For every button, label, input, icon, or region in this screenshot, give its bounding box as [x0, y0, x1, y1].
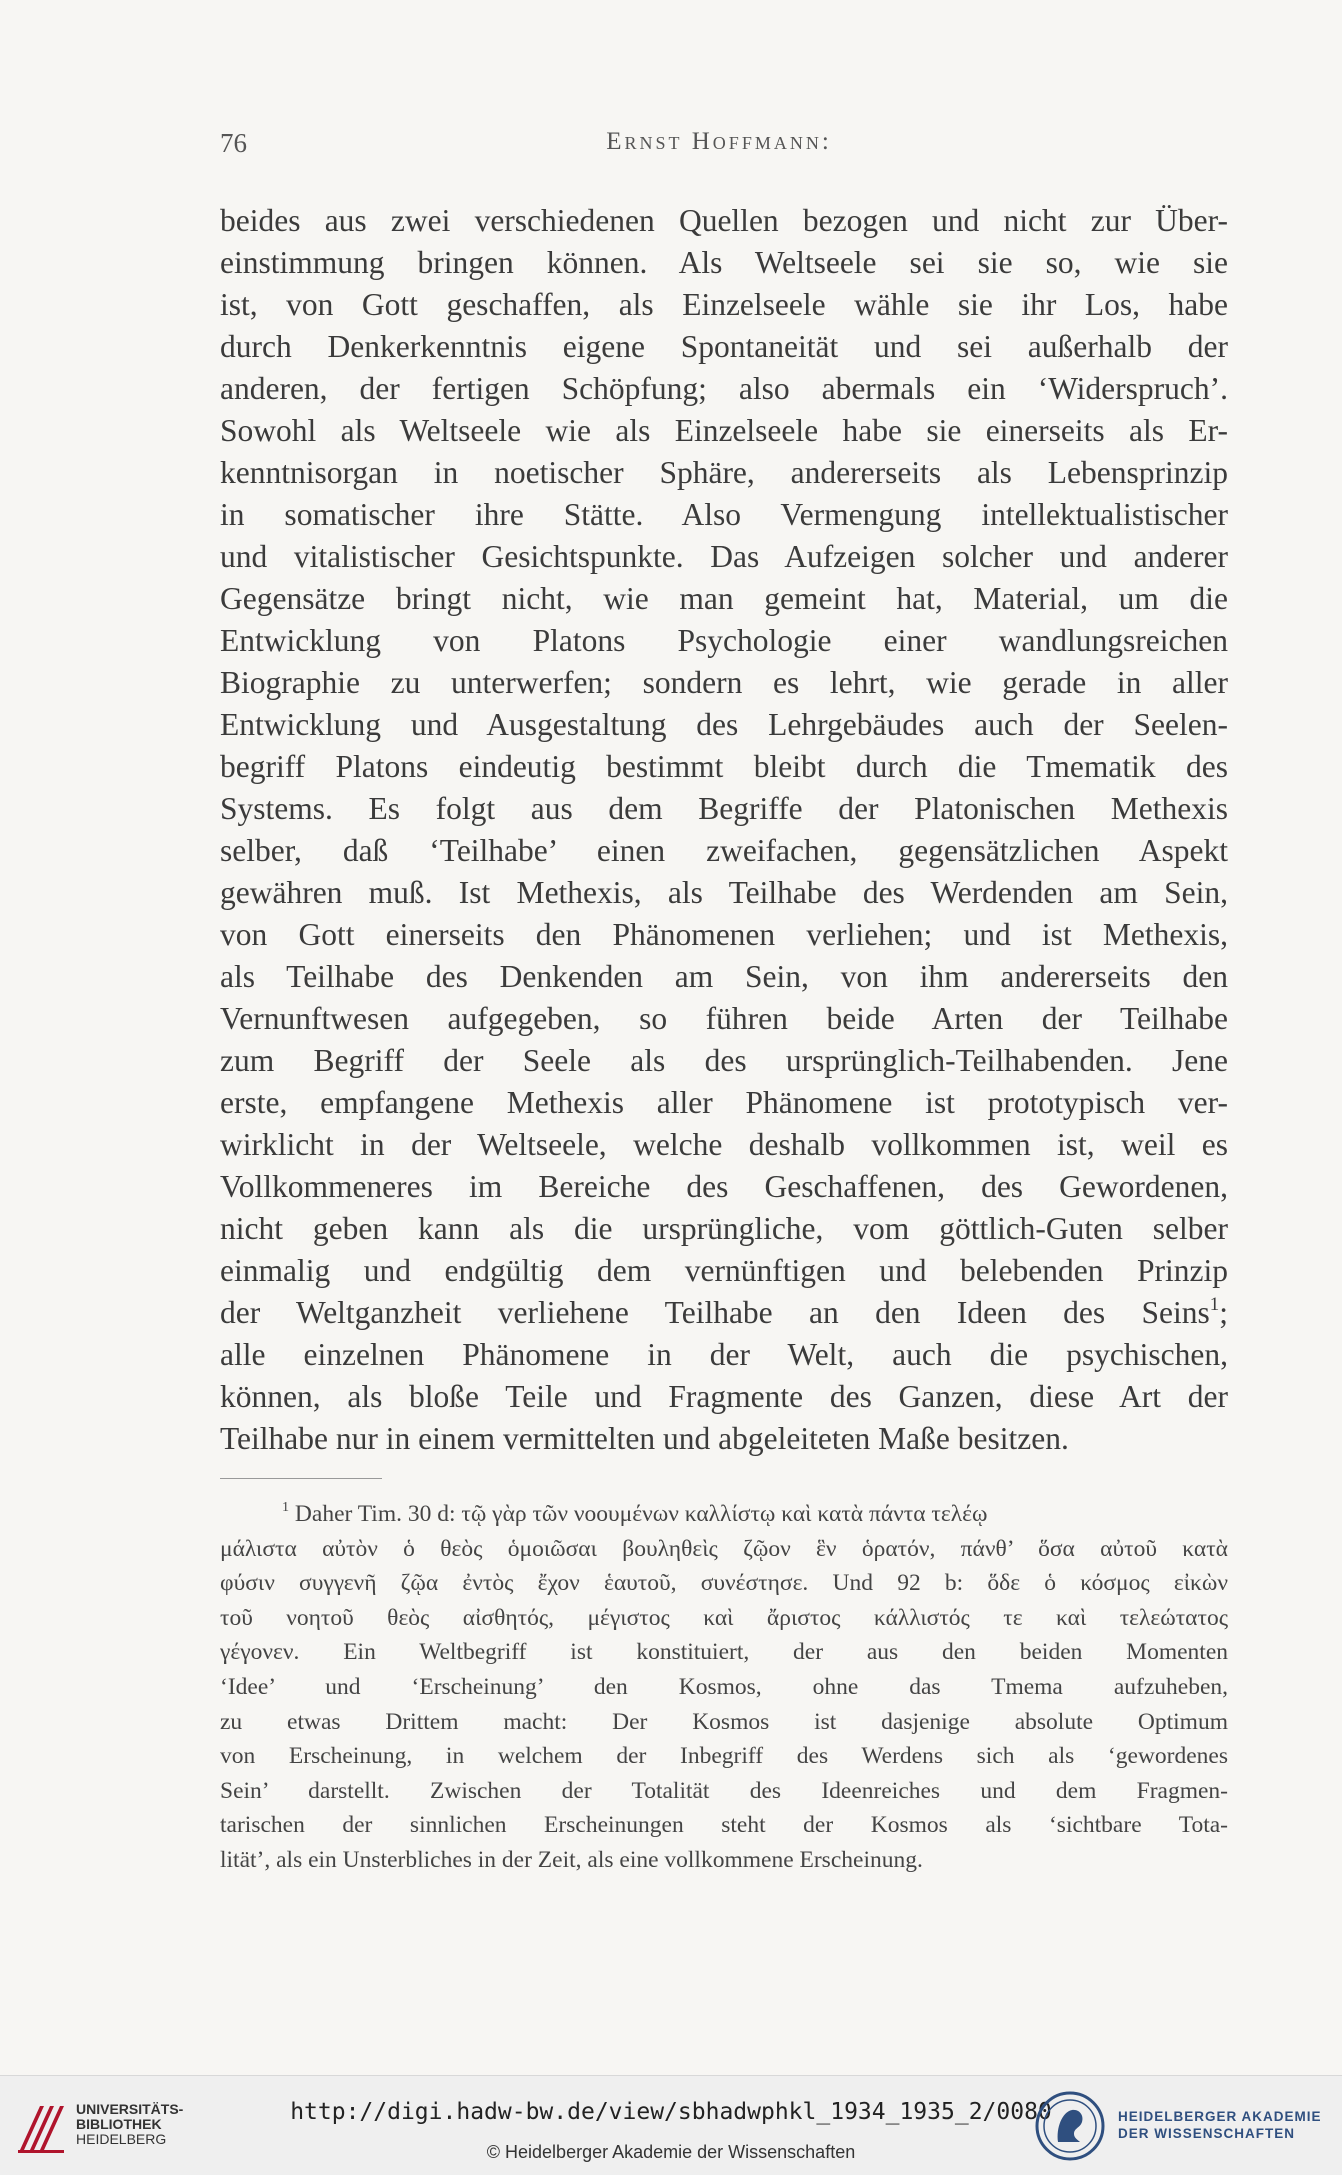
text-line: beides aus zwei verschiedenen Quellen bezogen und nicht zur Über- — [220, 203, 1228, 238]
page-number: 76 — [220, 128, 247, 158]
footnote-line: γέγονεν. Ein Weltbegriff ist konstituiert, der aus den beiden Momenten — [220, 1639, 1228, 1666]
text-line: zum Begriff der Seele als des ursprünglich-Teilhabenden. Jene — [220, 1043, 1228, 1078]
text-line: Entwicklung und Ausgestaltung des Lehrgebäudes auch der Seelen- — [220, 707, 1228, 742]
text-line: einstimmung bringen können. Als Weltseele sei sie so, wie sie — [220, 245, 1228, 280]
footnote-line: von Erscheinung, in welchem der Inbegriff des Werdens sich als ‘gewordenes — [220, 1743, 1228, 1770]
text-line: können, als bloße Teile und Fragmente des Ganzen, diese Art der — [220, 1379, 1228, 1414]
text-line: Vernunftwesen aufgegeben, so führen beide Arten der Teilhabe — [220, 1001, 1228, 1036]
text-line: gewähren muß. Ist Methexis, als Teilhabe des Werdenden am Sein, — [220, 875, 1228, 910]
footnote-line: Sein’ darstellt. Zwischen der Totalität des Ideenreiches und dem Fragmen- — [220, 1777, 1228, 1804]
permalink-url[interactable]: http://digi.hadw-bw.de/view/sbhadwphkl_1934_1935_2/0080 — [290, 2099, 1052, 2125]
academy-name-line: HEIDELBERGER AKADEMIE — [1118, 2109, 1322, 2124]
text-line: begriff Platons eindeutig bestimmt bleibt durch die Tmematik des — [220, 749, 1228, 784]
text-line: alle einzelnen Phänomene in der Welt, auch die psychischen, — [220, 1337, 1228, 1372]
footnote-line: tarischen der sinnlichen Erscheinungen steht der Kosmos als ‘sichtbare Tota- — [220, 1812, 1228, 1839]
text-line: und vitalistischer Gesichtspunkte. Das Aufzeigen solcher und anderer — [220, 539, 1228, 574]
footnote-line: φύσιν συγγενῆ ζῷα ἐντὸς ἔχον ἑαυτοῦ, συνέστησε. Und 92 b: ὅδε ὁ κόσμος εἰκὼν — [220, 1570, 1228, 1597]
text-line: anderen, der fertigen Schöpfung; also abermals ein ‘Widerspruch’. — [220, 371, 1228, 406]
library-name-line: UNIVERSITÄTS- — [76, 2101, 184, 2117]
text-line: ist, von Gott geschaffen, als Einzelseele wähle sie ihr Los, habe — [220, 287, 1228, 322]
footnote-line: zu etwas Drittem macht: Der Kosmos ist dasjenige absolute Optimum — [220, 1708, 1228, 1735]
text-line: selber, daß ‘Teilhabe’ einen zweifachen, gegensätzlichen Aspekt — [220, 833, 1228, 868]
footnote-line: ‘Idee’ und ‘Erscheinung’ den Kosmos, ohne das Tmema aufzuheben, — [220, 1673, 1228, 1700]
academy-name — [1118, 2108, 1322, 2142]
text-line: kenntnisorgan in noetischer Sphäre, andererseits als Lebensprinzip — [220, 455, 1228, 490]
main-text — [220, 200, 1228, 1460]
text-line: Systems. Es folgt aus dem Begriffe der Platonischen Methexis — [220, 791, 1228, 826]
text-line: Gegensätze bringt nicht, wie man gemeint hat, Material, um die — [220, 581, 1228, 616]
footnote-line: μάλιστα αὐτὸν ὁ θεὸς ὁμοιῶσαι βουληθεὶς ζῷον ἓν ὁρατόν, πάνθ’ ὅσα αὐτοῦ κατὰ — [220, 1535, 1228, 1562]
footnotes — [220, 1497, 1228, 1878]
text-line: durch Denkerkenntnis eigene Spontaneität und sei außerhalb der — [220, 329, 1228, 364]
running-head — [220, 128, 1218, 164]
text-line-with-footnote-ref — [220, 1292, 1228, 1334]
text-line: wirklicht in der Weltseele, welche deshalb vollkommen ist, weil es — [220, 1127, 1228, 1162]
text-line: in somatischer ihre Stätte. Also Vermengung intellektualistischer — [220, 497, 1228, 532]
text-segment: ; — [1219, 1295, 1228, 1330]
text-line: nicht geben kann als die ursprüngliche, vom göttlich-Guten selber — [220, 1211, 1228, 1246]
library-name-line: BIBLIOTHEK — [76, 2116, 162, 2132]
footnote-marker: 1 — [282, 1498, 290, 1515]
text-line: einmalig und endgültig dem vernünftigen und belebenden Prinzip — [220, 1253, 1228, 1288]
text-line: als Teilhabe des Denkenden am Sein, von ihm andererseits den — [220, 959, 1228, 994]
copyright-notice: © Heidelberger Akademie der Wissenschaften — [486, 2142, 856, 2162]
footnote-reference[interactable]: 1 — [1209, 1293, 1220, 1315]
text-line: Teilhabe nur in einem vermittelten und abgeleiteten Maße besitzen. — [220, 1421, 1069, 1456]
footnote-line — [220, 1497, 1228, 1532]
text-line: von Gott einerseits den Phänomenen verliehen; und ist Methexis, — [220, 917, 1228, 952]
footnote-line: τοῦ νοητοῦ θεὸς αἰσθητός, μέγιστος καὶ ἄριστος κάλλιστός τε καὶ τελεώτατος — [220, 1604, 1228, 1631]
text-line: Biographie zu unterwerfen; sondern es lehrt, wie gerade in aller — [220, 665, 1228, 700]
text-line: Vollkommeneres im Bereiche des Geschaffenen, des Gewordenen, — [220, 1169, 1228, 1204]
academy-seal-icon — [1034, 2090, 1106, 2162]
library-name-line: HEIDELBERG — [76, 2131, 167, 2147]
footnote-text: Daher Tim. 30 d: τῷ γὰρ τῶν νοουμένων καλλίστῳ καὶ κατὰ πάντα τελέῳ — [294, 1501, 988, 1527]
text-segment: der Weltganzheit verliehene Teilhabe an den Ideen des Seins — [220, 1295, 1210, 1330]
text-line: Entwicklung von Platons Psychologie einer wandlungsreichen — [220, 623, 1228, 658]
text-line: Sowohl als Weltseele wie als Einzelseele habe sie einerseits als Er- — [220, 413, 1228, 448]
footnote-divider — [220, 1478, 382, 1479]
footnote-line: lität’, als ein Unsterbliches in der Zeit, als eine vollkommene Erscheinung. — [220, 1846, 923, 1873]
header-author-title: Ernst Hoffmann: — [606, 128, 832, 155]
text-line: erste, empfangene Methexis aller Phänomene ist prototypisch ver- — [220, 1085, 1228, 1120]
academy-name-line: DER WISSENSCHAFTEN — [1118, 2126, 1296, 2141]
